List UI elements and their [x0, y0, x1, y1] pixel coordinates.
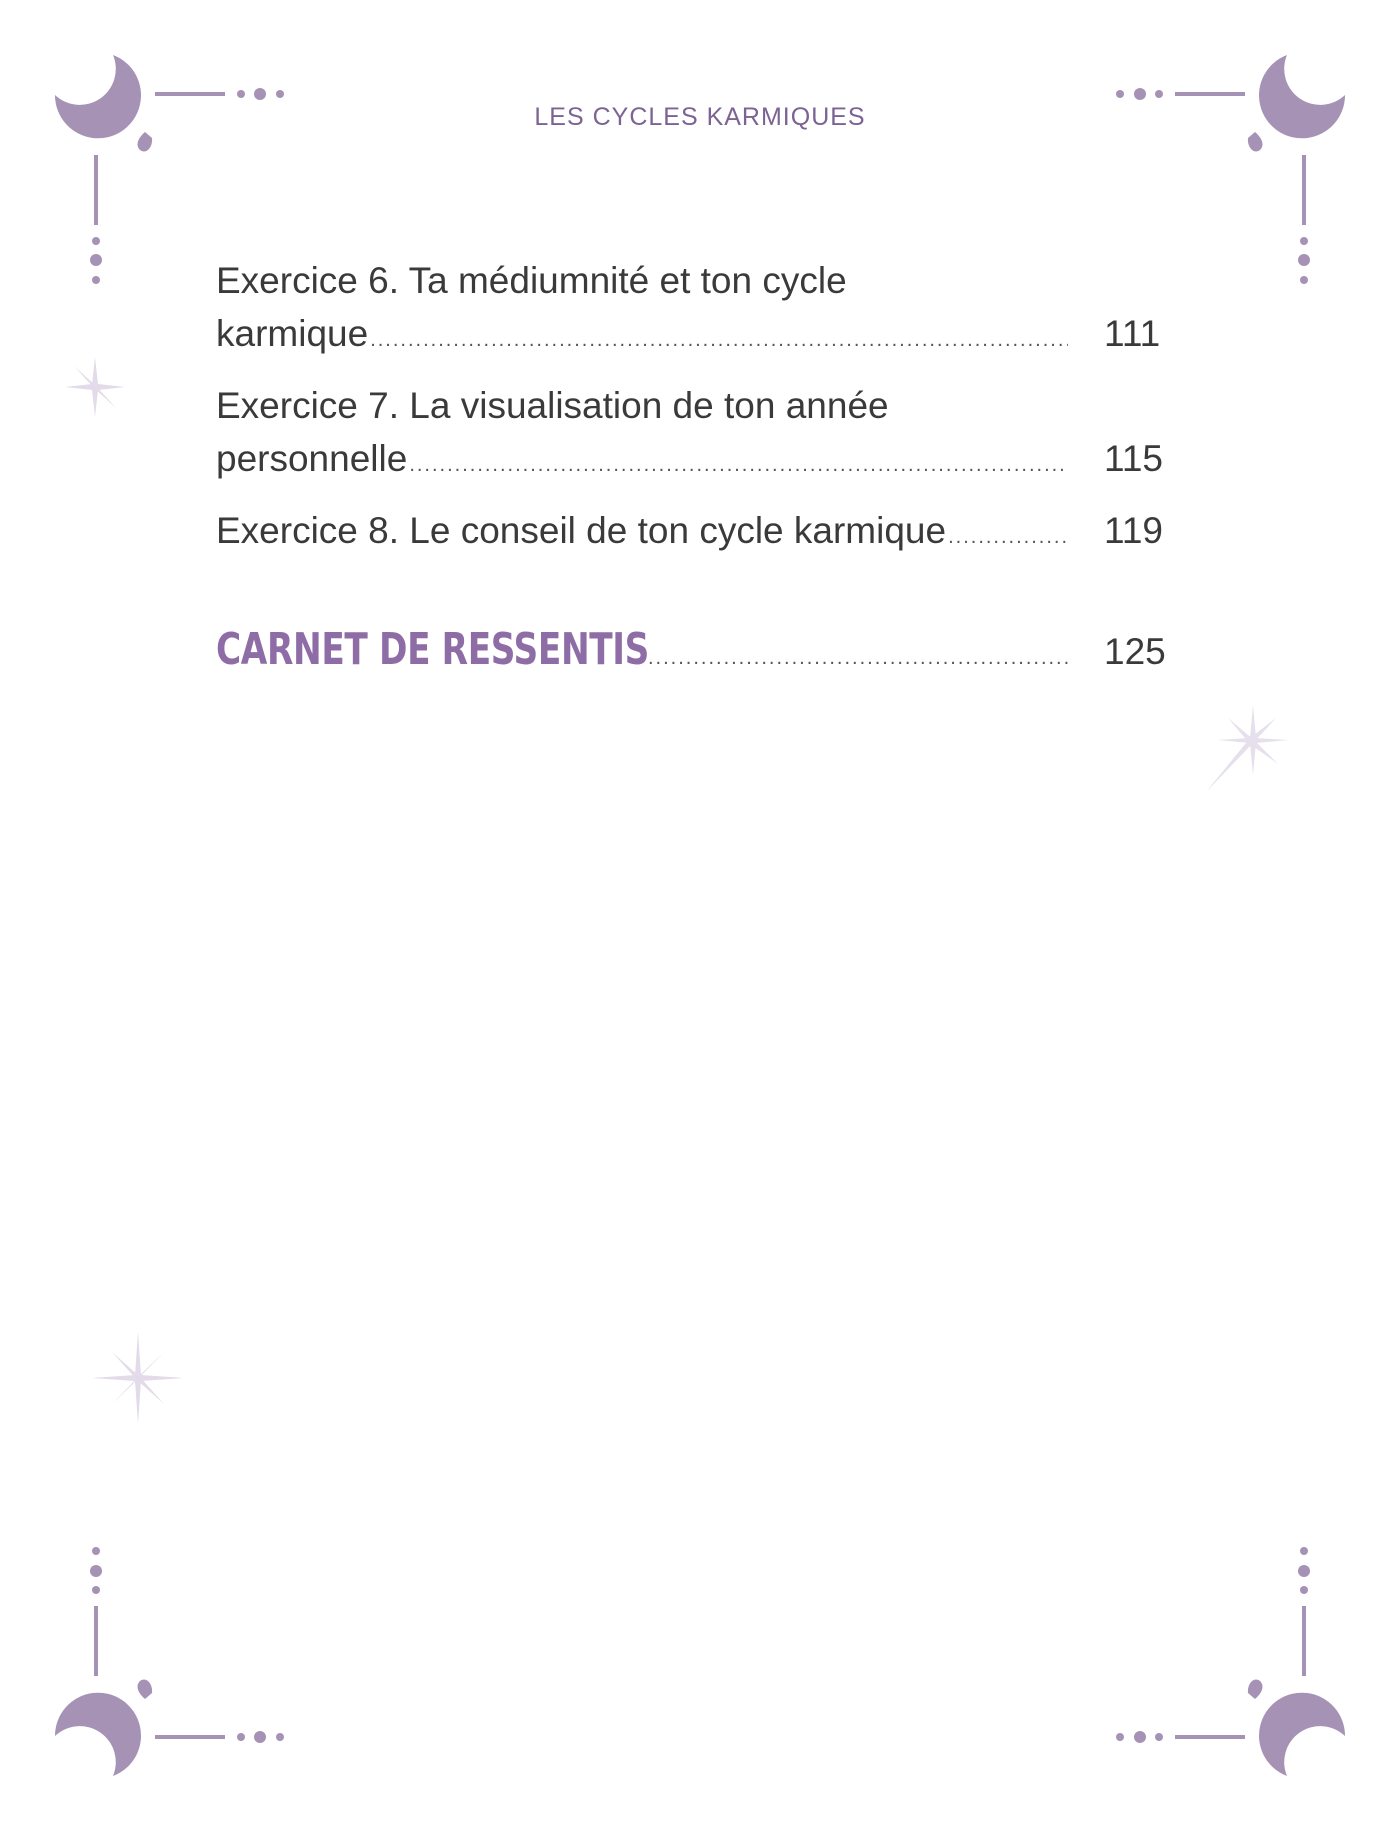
sparkle-icon — [1198, 700, 1298, 800]
toc-entry-title: Exercice 8. Le conseil de ton cycle karmique — [216, 510, 947, 551]
running-head: LES CYCLES KARMIQUES — [534, 103, 866, 131]
toc-entry-title-continued: karmique — [216, 313, 369, 354]
toc-entry[interactable] — [216, 254, 1161, 367]
crescent-moon-icon — [1100, 1531, 1400, 1831]
toc-page-number: 115 — [1104, 438, 1163, 479]
toc-entry-title: Exercice 7. La visualisation de ton année — [216, 385, 889, 426]
dot-leader — [370, 314, 1068, 367]
toc-page-number: 125 — [1104, 631, 1166, 672]
toc-entry-title: Exercice 6. Ta médiumnité et ton cycle — [216, 260, 847, 301]
dot-leader — [948, 511, 1068, 564]
sparkle-icon — [60, 352, 130, 422]
toc-page-number: 119 — [1104, 510, 1163, 551]
dot-leader — [648, 647, 1068, 670]
toc-section-entry[interactable] — [216, 624, 1166, 675]
sparkle-icon — [90, 1330, 186, 1426]
toc-entry[interactable] — [216, 379, 1163, 492]
toc-entry[interactable] — [216, 504, 1163, 564]
table-of-contents — [216, 254, 1163, 564]
dot-leader — [409, 439, 1068, 492]
crescent-moon-icon — [0, 1531, 300, 1831]
toc-page-number: 111 — [1104, 313, 1161, 354]
section-title: CARNET DE RESSENTIS — [216, 624, 650, 675]
toc-entry-title-continued: personnelle — [216, 438, 408, 479]
